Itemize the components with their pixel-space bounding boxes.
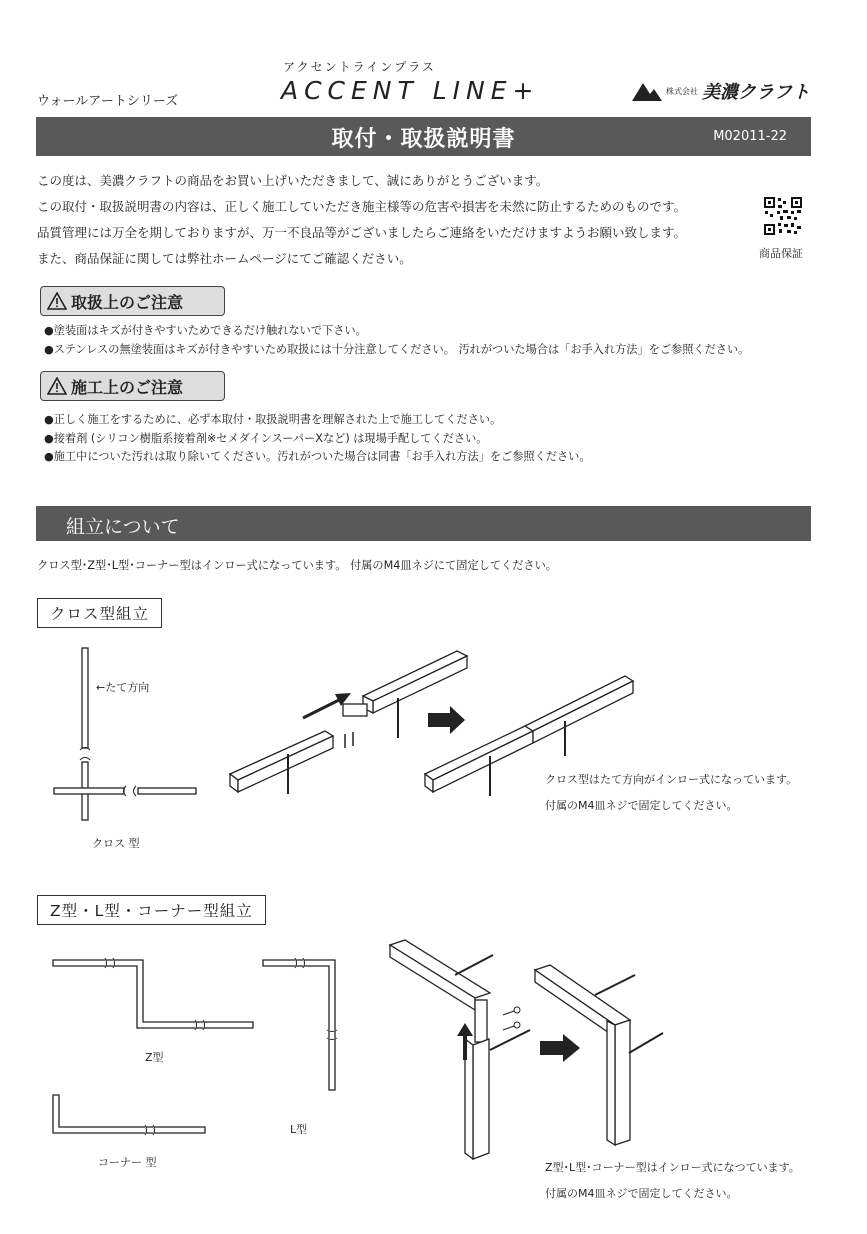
- zl-type-diagram: [45, 950, 355, 1145]
- doc-code: M02011-22: [713, 129, 787, 144]
- maker-logo: [632, 78, 810, 104]
- corner-type-label: コーナー 型: [98, 1156, 157, 1169]
- zl-note-2: 付属のM4皿ネジで固定してください。: [545, 1187, 738, 1200]
- qr-code-icon[interactable]: [763, 196, 803, 236]
- assembly-title: 組立について: [66, 516, 180, 538]
- cross-type-label: クロス 型: [92, 837, 140, 850]
- warning-icon: [47, 292, 67, 310]
- list-item: ● 塗装面はキズが付きやすいためできるだけ触れないで下さい。: [44, 322, 749, 341]
- series-name: ウォールアートシリーズ: [37, 94, 179, 109]
- cross-type-diagram: [40, 640, 210, 830]
- intro-line: この取付・取扱説明書の内容は、正しく施工していただき施主様等の危害や損害を未然に防止するためのものです。: [37, 199, 687, 214]
- maker-name: 美濃クラフト: [702, 82, 810, 103]
- page-title: 取付・取扱説明書: [331, 127, 516, 152]
- list-item: ● 正しく施工をするために、必ず本取付・取扱説明書を理解された上で施工してください。: [44, 411, 591, 430]
- handling-caution-title: 取扱上のご注意: [71, 292, 184, 312]
- mountain-logo-icon: [632, 81, 662, 101]
- direction-label: ←たて方向: [96, 681, 150, 694]
- install-caution-header: [40, 371, 225, 401]
- list-item: ● ステンレスの無塗装面はキズが付きやすいため取扱には十分注意してください。 汚れがついた場合は「お手入れ方法」をご参照ください。: [44, 341, 749, 360]
- install-list: [44, 411, 591, 467]
- assembly-description: クロス型･Z型･L型･コーナー型はインロー式になっています。 付属のM4皿ネジにて固定してください。: [37, 559, 557, 572]
- l-type-label: L型: [290, 1123, 308, 1136]
- zl-assembly-illustration: [385, 935, 675, 1160]
- assembly-section-bar: [36, 506, 811, 541]
- zl-note-1: Z型･L型･コーナー型はインロー式になつています。: [545, 1161, 800, 1174]
- product-name: ACCENT LINE+: [281, 76, 540, 105]
- list-item: ● 施工中についた汚れは取り除いてください。汚れがついた場合は同書「お手入れ方法」をご参照ください。: [44, 448, 591, 467]
- product-kana: アクセントラインプラス: [283, 60, 436, 74]
- maker-small: 株式会社: [666, 86, 698, 96]
- zl-assembly-label: Z型・L型・コーナー型組立: [37, 895, 266, 925]
- cross-note-1: クロス型はたて方向がインロー式になっています。: [545, 773, 798, 786]
- list-item: ● 接着剤 (シリコン樹脂系接着剤※セメダインスーパーXなど) は現場手配してください。: [44, 430, 591, 449]
- qr-label: 商品保証: [759, 247, 803, 260]
- handling-list: [44, 322, 749, 359]
- intro-text: [37, 168, 686, 272]
- handling-caution-header: [40, 286, 225, 316]
- cross-assembly-label: クロス型組立: [37, 598, 162, 628]
- title-bar: [36, 117, 811, 156]
- install-caution-title: 施工上のご注意: [71, 377, 184, 397]
- cross-note-2: 付属のM4皿ネジで固定してください。: [545, 799, 738, 812]
- intro-line: また、商品保証に関しては弊社ホームページにてご確認ください。: [37, 251, 412, 266]
- z-type-label: Z型: [145, 1051, 164, 1064]
- intro-line: 品質管理には万全を期しておりますが、万一不良品等がございましたらご連絡をいただけますようお願い致します。: [37, 225, 687, 240]
- intro-line: この度は、美濃クラフトの商品をお買い上げいただきまして、誠にありがとうございます。: [37, 173, 549, 188]
- warning-icon: [47, 377, 67, 395]
